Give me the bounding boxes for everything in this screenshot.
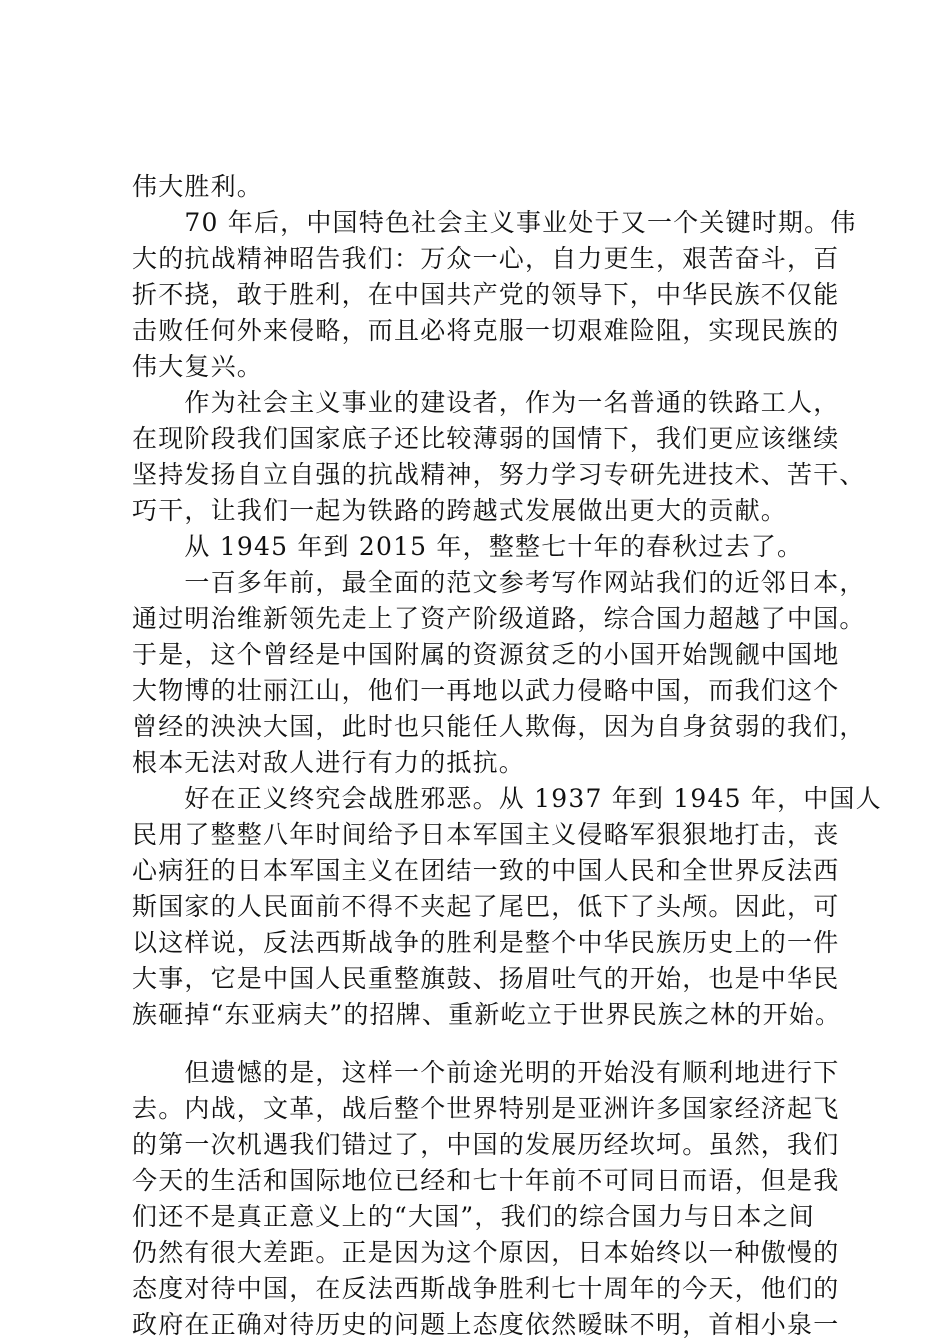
text-line: 通过明治维新领先走上了资产阶级道路，综合国力超越了中国。: [132, 604, 866, 633]
text-line: 一百多年前，最全面的范文参考写作网站我们的近邻日本，: [132, 568, 866, 597]
text-line: 族砸掉“东亚病夫”的招牌、重新屹立于世界民族之林的开始。: [132, 1000, 842, 1029]
text-line: 大事，它是中国人民重整旗鼓、扬眉吐气的开始，也是中华民: [132, 964, 840, 993]
text-line: 但遗憾的是，这样一个前途光明的开始没有顺利地进行下: [132, 1058, 840, 1087]
text-line: 心病狂的日本军国主义在团结一致的中国人民和全世界反法西: [132, 856, 840, 885]
text-line: 70 年后，中国特色社会主义事业处于又一个关键时期。伟: [132, 208, 857, 237]
text-line: 曾经的泱泱大国，此时也只能任人欺侮，因为自身贫弱的我们，: [132, 712, 866, 741]
text-line: 伟大胜利。: [132, 172, 264, 201]
text-line: 斯国家的人民面前不得不夹起了尾巴，低下了头颅。因此，可: [132, 892, 840, 921]
text-line: 今天的生活和国际地位已经和七十年前不可同日而语，但是我: [132, 1166, 840, 1195]
text-line: 政府在正确对待历史的问题上态度依然暧昧不明，首相小泉一: [132, 1310, 840, 1339]
text-line: 以这样说，反法西斯战争的胜利是整个中华民族历史上的一件: [132, 928, 840, 957]
text-line: 在现阶段我们国家底子还比较薄弱的国情下，我们更应该继续: [132, 424, 840, 453]
text-line: 大的抗战精神昭告我们：万众一心，自力更生，艰苦奋斗，百: [132, 244, 840, 273]
text-line: 仍然有很大差距。正是因为这个原因，日本始终以一种傲慢的: [132, 1238, 840, 1267]
text-line: 的第一次机遇我们错过了，中国的发展历经坎坷。虽然，我们: [132, 1130, 840, 1159]
text-line: 好在正义终究会战胜邪恶。从 1937 年到 1945 年，中国人: [132, 784, 882, 813]
text-line: 大物博的壮丽江山，他们一再地以武力侵略中国，而我们这个: [132, 676, 840, 705]
text-line: 从 1945 年到 2015 年，整整七十年的春秋过去了。: [132, 532, 804, 561]
text-line: 们还不是真正意义上的“大国”，我们的综合国力与日本之间: [132, 1202, 815, 1231]
text-line: 巧干，让我们一起为铁路的跨越式发展做出更大的贡献。: [132, 496, 788, 525]
text-line: 去。内战，文革，战后整个世界特别是亚洲许多国家经济起飞: [132, 1094, 840, 1123]
text-line: 态度对待中国，在反法西斯战争胜利七十周年的今天，他们的: [132, 1274, 840, 1303]
text-line: 伟大复兴。: [132, 352, 264, 381]
text-line: 民用了整整八年时间给予日本军国主义侵略军狠狠地打击，丧: [132, 820, 840, 849]
text-line: 于是，这个曾经是中国附属的资源贫乏的小国开始觊觎中国地: [132, 640, 840, 669]
text-line: 折不挠，敢于胜利，在中国共产党的领导下，中华民族不仅能: [132, 280, 840, 309]
text-line: 根本无法对敌人进行有力的抵抗。: [132, 748, 526, 777]
text-line: 击败任何外来侵略，而且必将克服一切艰难险阻，实现民族的: [132, 316, 840, 345]
text-line: 坚持发扬自立自强的抗战精神，努力学习专研先进技术、苦干、: [132, 460, 866, 489]
text-line: 作为社会主义事业的建设者，作为一名普通的铁路工人，: [132, 388, 840, 417]
